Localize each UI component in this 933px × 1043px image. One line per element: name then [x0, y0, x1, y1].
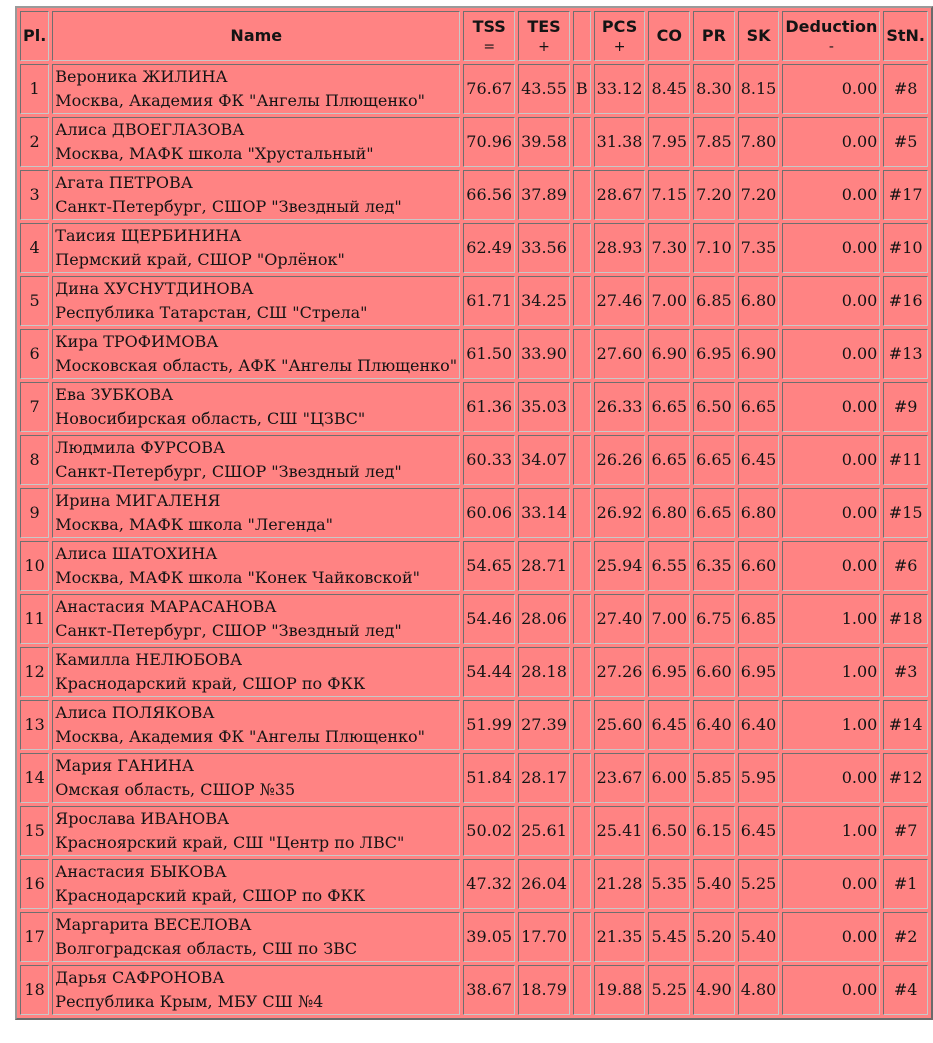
skater-name: Людмила ФУРСОВА	[55, 438, 226, 457]
pcs-cell: 21.28	[594, 859, 646, 909]
co-cell: 6.50	[648, 806, 690, 856]
pcs-cell: 19.88	[594, 965, 646, 1015]
place-cell: 1	[20, 64, 49, 114]
place-cell: 5	[20, 276, 49, 326]
pr-cell: 6.65	[693, 435, 735, 485]
pcs-cell: 33.12	[594, 64, 646, 114]
tes-cell: 28.18	[518, 647, 570, 697]
skater-club: Санкт-Петербург, СШОР "Звездный лед"	[55, 197, 402, 216]
header-flag	[573, 11, 591, 61]
sk-cell: 6.80	[738, 276, 780, 326]
tes-cell: 34.25	[518, 276, 570, 326]
start-number-cell: #7	[883, 806, 928, 856]
tss-cell: 54.44	[463, 647, 515, 697]
deduction-cell: 0.00	[782, 329, 880, 379]
co-cell: 6.55	[648, 541, 690, 591]
pcs-cell: 25.60	[594, 700, 646, 750]
pr-cell: 6.15	[693, 806, 735, 856]
pr-cell: 6.50	[693, 382, 735, 432]
skater-club: Республика Крым, МБУ СШ №4	[55, 992, 324, 1011]
tes-cell: 26.04	[518, 859, 570, 909]
skater-club: Волгоградская область, СШ по ЗВС	[55, 939, 358, 958]
sk-cell: 6.45	[738, 435, 780, 485]
name-cell	[52, 170, 460, 220]
sk-cell: 7.80	[738, 117, 780, 167]
tss-cell: 70.96	[463, 117, 515, 167]
sk-cell: 7.35	[738, 223, 780, 273]
place-cell: 2	[20, 117, 49, 167]
tes-cell: 43.55	[518, 64, 570, 114]
name-cell	[52, 223, 460, 273]
tss-cell: 62.49	[463, 223, 515, 273]
tes-cell: 28.06	[518, 594, 570, 644]
deduction-cell: 0.00	[782, 753, 880, 803]
pr-cell: 6.40	[693, 700, 735, 750]
skater-name: Маргарита ВЕСЕЛОВА	[55, 915, 252, 934]
deduction-cell: 0.00	[782, 170, 880, 220]
place-cell: 12	[20, 647, 49, 697]
pr-cell: 7.10	[693, 223, 735, 273]
start-number-cell: #8	[883, 64, 928, 114]
flag-cell	[573, 117, 591, 167]
place-cell: 14	[20, 753, 49, 803]
name-cell	[52, 806, 460, 856]
flag-cell	[573, 859, 591, 909]
skater-club: Москва, Академия ФК "Ангелы Плющенко"	[55, 91, 426, 110]
table-row	[20, 912, 928, 962]
pcs-cell: 26.92	[594, 488, 646, 538]
sk-cell: 6.95	[738, 647, 780, 697]
start-number-cell: #4	[883, 965, 928, 1015]
co-cell: 6.80	[648, 488, 690, 538]
pr-cell: 6.35	[693, 541, 735, 591]
results-table	[15, 6, 933, 1020]
pcs-cell: 25.41	[594, 806, 646, 856]
place-cell: 16	[20, 859, 49, 909]
skater-club: Москва, МАФК школа "Конек Чайковской"	[55, 568, 420, 587]
deduction-cell: 1.00	[782, 806, 880, 856]
skater-club: Омская область, СШОР №35	[55, 780, 296, 799]
table-row	[20, 329, 928, 379]
skater-name: Анастасия БЫКОВА	[55, 862, 227, 881]
skater-club: Москва, МАФК школа "Хрустальный"	[55, 144, 374, 163]
skater-club: Московская область, АФК "Ангелы Плющенко"	[55, 356, 458, 375]
name-cell	[52, 753, 460, 803]
sk-cell: 6.40	[738, 700, 780, 750]
name-cell	[52, 965, 460, 1015]
name-cell	[52, 488, 460, 538]
pcs-cell: 31.38	[594, 117, 646, 167]
place-cell: 3	[20, 170, 49, 220]
skater-name: Алиса ДВОЕГЛАЗОВА	[55, 120, 245, 139]
name-cell	[52, 382, 460, 432]
name-cell	[52, 594, 460, 644]
skater-name: Алиса ПОЛЯКОВА	[55, 703, 215, 722]
start-number-cell: #11	[883, 435, 928, 485]
table-row	[20, 753, 928, 803]
place-cell: 18	[20, 965, 49, 1015]
table-row	[20, 276, 928, 326]
deduction-cell: 0.00	[782, 859, 880, 909]
tss-cell: 61.36	[463, 382, 515, 432]
deduction-cell: 0.00	[782, 382, 880, 432]
sk-cell: 6.80	[738, 488, 780, 538]
skater-name: Ирина МИГАЛЕНЯ	[55, 491, 221, 510]
co-cell: 8.45	[648, 64, 690, 114]
sk-cell: 6.45	[738, 806, 780, 856]
pr-cell: 6.95	[693, 329, 735, 379]
tss-cell: 60.33	[463, 435, 515, 485]
name-cell	[52, 912, 460, 962]
sk-cell: 5.95	[738, 753, 780, 803]
pr-cell: 5.20	[693, 912, 735, 962]
tes-cell: 17.70	[518, 912, 570, 962]
co-cell: 5.25	[648, 965, 690, 1015]
pr-cell: 5.40	[693, 859, 735, 909]
tes-cell: 33.90	[518, 329, 570, 379]
deduction-cell: 0.00	[782, 912, 880, 962]
table-row	[20, 594, 928, 644]
pcs-cell: 26.33	[594, 382, 646, 432]
co-cell: 7.30	[648, 223, 690, 273]
tes-cell: 25.61	[518, 806, 570, 856]
sk-cell: 7.20	[738, 170, 780, 220]
deduction-cell: 0.00	[782, 488, 880, 538]
tss-cell: 47.32	[463, 859, 515, 909]
start-number-cell: #5	[883, 117, 928, 167]
tes-cell: 34.07	[518, 435, 570, 485]
header-name: Name	[52, 11, 460, 61]
flag-cell	[573, 329, 591, 379]
name-cell	[52, 859, 460, 909]
header-tes: TES +	[518, 11, 570, 61]
skater-club: Новосибирская область, СШ "ЦЗВС"	[55, 409, 366, 428]
deduction-cell: 0.00	[782, 541, 880, 591]
pr-cell: 4.90	[693, 965, 735, 1015]
deduction-cell: 0.00	[782, 276, 880, 326]
tss-cell: 51.99	[463, 700, 515, 750]
pr-cell: 6.65	[693, 488, 735, 538]
flag-cell	[573, 912, 591, 962]
pr-cell: 8.30	[693, 64, 735, 114]
skater-name: Мария ГАНИНА	[55, 756, 194, 775]
start-number-cell: #3	[883, 647, 928, 697]
header-tss: TSS =	[463, 11, 515, 61]
flag-cell	[573, 541, 591, 591]
flag-cell	[573, 435, 591, 485]
start-number-cell: #10	[883, 223, 928, 273]
skater-club: Москва, Академия ФК "Ангелы Плющенко"	[55, 727, 426, 746]
tss-cell: 60.06	[463, 488, 515, 538]
start-number-cell: #14	[883, 700, 928, 750]
table-row	[20, 647, 928, 697]
skater-club: Пермский край, СШОР "Орлёнок"	[55, 250, 345, 269]
tss-cell: 51.84	[463, 753, 515, 803]
deduction-cell: 0.00	[782, 117, 880, 167]
place-cell: 17	[20, 912, 49, 962]
header-row	[20, 11, 928, 61]
skater-club: Краснодарский край, СШОР по ФКК	[55, 674, 366, 693]
deduction-cell: 1.00	[782, 700, 880, 750]
sk-cell: 5.25	[738, 859, 780, 909]
co-cell: 6.65	[648, 435, 690, 485]
pcs-cell: 26.26	[594, 435, 646, 485]
co-cell: 6.65	[648, 382, 690, 432]
place-cell: 13	[20, 700, 49, 750]
name-cell	[52, 647, 460, 697]
header-start-number: StN.	[883, 11, 928, 61]
name-cell	[52, 329, 460, 379]
sk-cell: 6.90	[738, 329, 780, 379]
header-pr: PR	[693, 11, 735, 61]
deduction-cell: 0.00	[782, 965, 880, 1015]
start-number-cell: #12	[883, 753, 928, 803]
skater-name: Дина ХУСНУТДИНОВА	[55, 279, 254, 298]
table-row	[20, 64, 928, 114]
table-row	[20, 382, 928, 432]
tes-cell: 18.79	[518, 965, 570, 1015]
flag-cell	[573, 647, 591, 697]
co-cell: 6.45	[648, 700, 690, 750]
co-cell: 5.45	[648, 912, 690, 962]
tss-cell: 38.67	[463, 965, 515, 1015]
co-cell: 7.00	[648, 594, 690, 644]
tes-cell: 39.58	[518, 117, 570, 167]
sk-cell: 6.85	[738, 594, 780, 644]
header-deduction: Deduction -	[782, 11, 880, 61]
deduction-cell: 0.00	[782, 64, 880, 114]
table-row	[20, 435, 928, 485]
start-number-cell: #15	[883, 488, 928, 538]
name-cell	[52, 117, 460, 167]
tes-cell: 35.03	[518, 382, 570, 432]
skater-club: Республика Татарстан, СШ "Стрела"	[55, 303, 368, 322]
header-co: CO	[648, 11, 690, 61]
start-number-cell: #18	[883, 594, 928, 644]
tes-cell: 33.14	[518, 488, 570, 538]
table-row	[20, 700, 928, 750]
results-body	[20, 64, 928, 1015]
tes-cell: 28.71	[518, 541, 570, 591]
co-cell: 7.15	[648, 170, 690, 220]
pcs-cell: 23.67	[594, 753, 646, 803]
skater-name: Ярослава ИВАНОВА	[55, 809, 230, 828]
co-cell: 6.95	[648, 647, 690, 697]
flag-cell	[573, 594, 591, 644]
deduction-cell: 0.00	[782, 435, 880, 485]
tss-cell: 39.05	[463, 912, 515, 962]
pcs-cell: 27.60	[594, 329, 646, 379]
tss-cell: 66.56	[463, 170, 515, 220]
flag-cell	[573, 753, 591, 803]
flag-cell	[573, 806, 591, 856]
name-cell	[52, 435, 460, 485]
table-row	[20, 223, 928, 273]
deduction-cell: 1.00	[782, 647, 880, 697]
flag-cell	[573, 965, 591, 1015]
place-cell: 6	[20, 329, 49, 379]
start-number-cell: #16	[883, 276, 928, 326]
start-number-cell: #9	[883, 382, 928, 432]
co-cell: 7.95	[648, 117, 690, 167]
pr-cell: 7.85	[693, 117, 735, 167]
flag-cell	[573, 223, 591, 273]
deduction-cell: 1.00	[782, 594, 880, 644]
co-cell: 5.35	[648, 859, 690, 909]
skater-name: Агата ПЕТРОВА	[55, 173, 193, 192]
flag-cell	[573, 170, 591, 220]
skater-club: Красноярский край, СШ "Центр по ЛВС"	[55, 833, 405, 852]
tss-cell: 61.71	[463, 276, 515, 326]
place-cell: 7	[20, 382, 49, 432]
place-cell: 4	[20, 223, 49, 273]
co-cell: 6.00	[648, 753, 690, 803]
sk-cell: 4.80	[738, 965, 780, 1015]
pr-cell: 7.20	[693, 170, 735, 220]
header-place: Pl.	[20, 11, 49, 61]
pcs-cell: 27.46	[594, 276, 646, 326]
place-cell: 11	[20, 594, 49, 644]
skater-name: Алиса ШАТОХИНА	[55, 544, 218, 563]
header-pcs: PCS +	[594, 11, 646, 61]
skater-name: Камилла НЕЛЮБОВА	[55, 650, 243, 669]
header-sk: SK	[738, 11, 780, 61]
flag-cell: B	[573, 64, 591, 114]
sk-cell: 8.15	[738, 64, 780, 114]
tss-cell: 54.46	[463, 594, 515, 644]
start-number-cell: #6	[883, 541, 928, 591]
sk-cell: 5.40	[738, 912, 780, 962]
flag-cell	[573, 700, 591, 750]
skater-name: Анастасия МАРАСАНОВА	[55, 597, 277, 616]
tes-cell: 33.56	[518, 223, 570, 273]
start-number-cell: #2	[883, 912, 928, 962]
deduction-cell: 0.00	[782, 223, 880, 273]
pr-cell: 6.60	[693, 647, 735, 697]
skater-name: Ева ЗУБКОВА	[55, 385, 174, 404]
table-row	[20, 541, 928, 591]
name-cell	[52, 64, 460, 114]
table-row	[20, 965, 928, 1015]
table-row	[20, 806, 928, 856]
pcs-cell: 21.35	[594, 912, 646, 962]
table-row	[20, 170, 928, 220]
table-row	[20, 117, 928, 167]
pcs-cell: 28.67	[594, 170, 646, 220]
co-cell: 6.90	[648, 329, 690, 379]
start-number-cell: #17	[883, 170, 928, 220]
flag-cell	[573, 276, 591, 326]
place-cell: 10	[20, 541, 49, 591]
tss-cell: 50.02	[463, 806, 515, 856]
sk-cell: 6.65	[738, 382, 780, 432]
pr-cell: 5.85	[693, 753, 735, 803]
name-cell	[52, 276, 460, 326]
tes-cell: 28.17	[518, 753, 570, 803]
place-cell: 9	[20, 488, 49, 538]
skater-name: Таисия ЩЕРБИНИНА	[55, 226, 242, 245]
tss-cell: 76.67	[463, 64, 515, 114]
flag-cell	[573, 382, 591, 432]
pcs-cell: 27.40	[594, 594, 646, 644]
flag-cell	[573, 488, 591, 538]
skater-name: Дарья САФРОНОВА	[55, 968, 225, 987]
skater-club: Санкт-Петербург, СШОР "Звездный лед"	[55, 462, 402, 481]
pcs-cell: 27.26	[594, 647, 646, 697]
pr-cell: 6.75	[693, 594, 735, 644]
skater-club: Санкт-Петербург, СШОР "Звездный лед"	[55, 621, 402, 640]
pcs-cell: 28.93	[594, 223, 646, 273]
tes-cell: 27.39	[518, 700, 570, 750]
place-cell: 8	[20, 435, 49, 485]
table-row	[20, 859, 928, 909]
tes-cell: 37.89	[518, 170, 570, 220]
pr-cell: 6.85	[693, 276, 735, 326]
name-cell	[52, 700, 460, 750]
place-cell: 15	[20, 806, 49, 856]
skater-club: Краснодарский край, СШОР по ФКК	[55, 886, 366, 905]
tss-cell: 61.50	[463, 329, 515, 379]
start-number-cell: #1	[883, 859, 928, 909]
co-cell: 7.00	[648, 276, 690, 326]
skater-name: Вероника ЖИЛИНА	[55, 67, 228, 86]
tss-cell: 54.65	[463, 541, 515, 591]
skater-club: Москва, МАФК школа "Легенда"	[55, 515, 333, 534]
skater-name: Кира ТРОФИМОВА	[55, 332, 219, 351]
pcs-cell: 25.94	[594, 541, 646, 591]
start-number-cell: #13	[883, 329, 928, 379]
table-row	[20, 488, 928, 538]
name-cell	[52, 541, 460, 591]
sk-cell: 6.60	[738, 541, 780, 591]
